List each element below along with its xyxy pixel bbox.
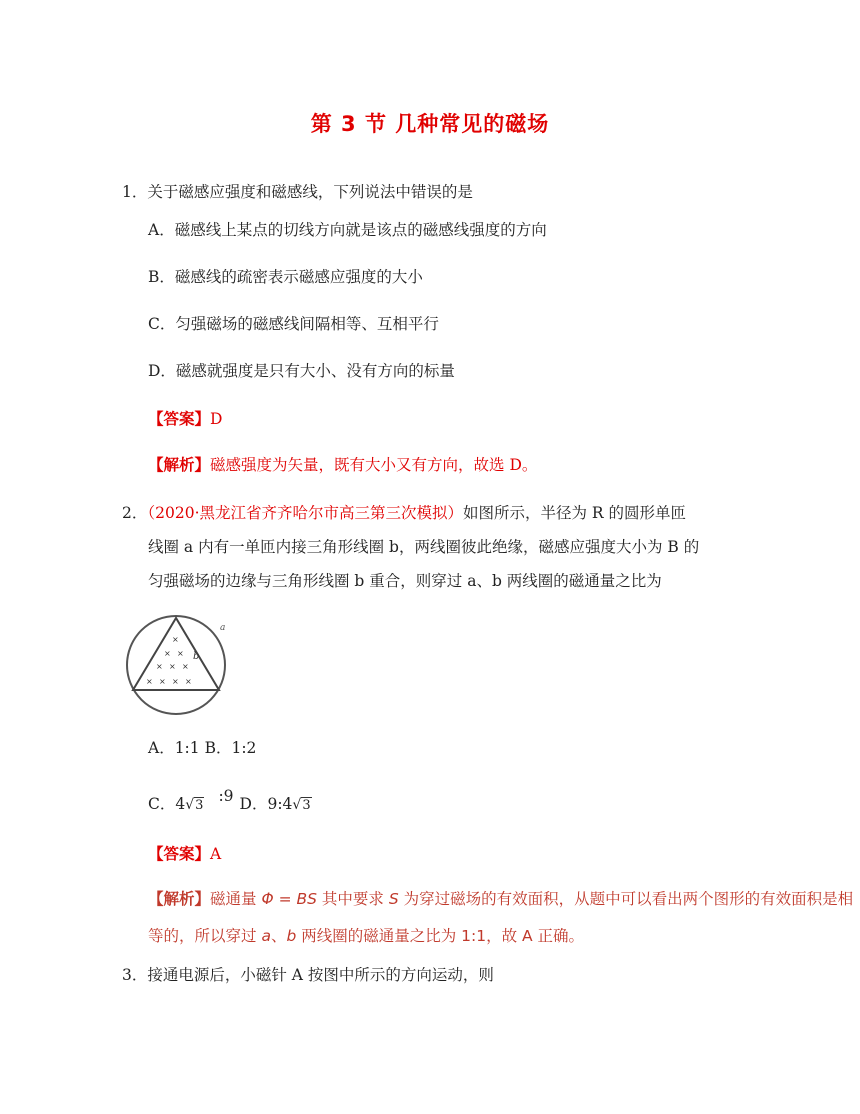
q1-answer-value: D xyxy=(210,410,223,428)
q2-analysis-text: 两线圈的磁通量之比为 1:1，故 A 正确。 xyxy=(296,927,585,945)
q2-stem-line1 xyxy=(122,502,686,524)
q2-options-cd xyxy=(148,787,312,817)
q2-analysis-tag: 【解析】 xyxy=(148,890,211,908)
q2-option-c-prefix: C．4 xyxy=(148,795,186,813)
q1-analysis-tag: 【解析】 xyxy=(148,456,211,474)
q1-option-c: C．匀强磁场的磁感线间隔相等、互相平行 xyxy=(148,315,439,333)
q2-option-d-prefix: D．9:4 xyxy=(239,795,293,813)
q2-analysis-text: 为穿过磁场的有效面积，从题中可以看出两个图形的有效面积是相 xyxy=(398,890,854,908)
field-mark-x: × xyxy=(169,662,176,671)
field-mark-x: × xyxy=(177,649,184,658)
q2-answer-value: A xyxy=(210,845,222,863)
q2-figure xyxy=(124,612,236,716)
field-mark-x: × xyxy=(159,677,166,686)
field-mark-x: × xyxy=(156,662,163,671)
q2-answer xyxy=(148,843,221,865)
field-mark-x: × xyxy=(172,677,179,686)
q2-analysis-text: 等的，所以穿过 xyxy=(148,927,262,945)
q1-option-d: D．磁感就强度是只有大小、没有方向的标量 xyxy=(148,362,455,380)
q2-analysis-line2 xyxy=(148,925,584,947)
field-mark-x: × xyxy=(146,677,153,686)
label-b: b xyxy=(193,651,200,662)
q2-stem-line3: 匀强磁场的边缘与三角形线圈 b 重合，则穿过 a、b 两线圈的磁通量之比为 xyxy=(148,572,662,590)
field-mark-x: × xyxy=(182,662,189,671)
q2-analysis-text: 、 xyxy=(270,927,287,945)
q1-analysis-text: 磁感强度为矢量，既有大小又有方向，故选 D。 xyxy=(210,456,538,474)
q1-option-b: B．磁感线的疏密表示磁感应强度的大小 xyxy=(148,268,423,286)
q2-source: （2020·黑龙江省齐齐哈尔市高三第三次模拟） xyxy=(147,504,463,522)
q2-options-ab: A．1:1 B．1:2 xyxy=(148,739,257,757)
q1-stem: 1．关于磁感应强度和磁感线，下列说法中错误的是 xyxy=(122,183,473,201)
q2-option-c-radicand: 3 xyxy=(195,797,204,813)
q2-option-d-radicand: 3 xyxy=(302,797,311,813)
q1-analysis xyxy=(148,454,537,476)
q2-option-c-suffix: :9 xyxy=(218,787,234,805)
q2-number: 2． xyxy=(122,504,148,522)
q2-analysis-formula: Φ = BS xyxy=(261,890,317,908)
field-mark-x: × xyxy=(185,677,192,686)
coil-a-circle xyxy=(127,616,225,714)
q2-answer-tag: 【答案】 xyxy=(148,845,211,863)
field-mark-x: × xyxy=(172,635,179,644)
q2-analysis-symbol: S xyxy=(388,890,399,908)
q1-option-a: A．磁感线上某点的切线方向就是该点的磁感线强度的方向 xyxy=(148,221,547,239)
field-marks xyxy=(146,635,192,686)
sqrt-symbol: √3 xyxy=(185,796,204,813)
field-mark-x: × xyxy=(164,649,171,658)
q2-analysis-text: 磁通量 xyxy=(210,890,262,908)
sqrt-symbol: √3 xyxy=(292,796,311,813)
page-title: 第 3 节 几种常见的磁场 xyxy=(310,112,550,136)
label-a: a xyxy=(220,623,226,633)
q2-analysis-text: 其中要求 xyxy=(316,890,389,908)
q1-answer xyxy=(148,408,222,430)
q2-analysis-symbol: a xyxy=(261,927,271,945)
q2-analysis-symbol: b xyxy=(286,927,297,945)
q2-stem-text1: 如图所示，半径为 R 的圆形单匝 xyxy=(463,504,687,522)
q1-answer-tag: 【答案】 xyxy=(148,410,211,428)
q2-analysis-line1 xyxy=(148,888,853,910)
q3-stem: 3．接通电源后，小磁针 A 按图中所示的方向运动，则 xyxy=(122,966,494,984)
q2-stem-line2: 线圈 a 内有一单匝内接三角形线圈 b，两线圈彼此绝缘，磁感应强度大小为 B 的 xyxy=(148,538,700,556)
